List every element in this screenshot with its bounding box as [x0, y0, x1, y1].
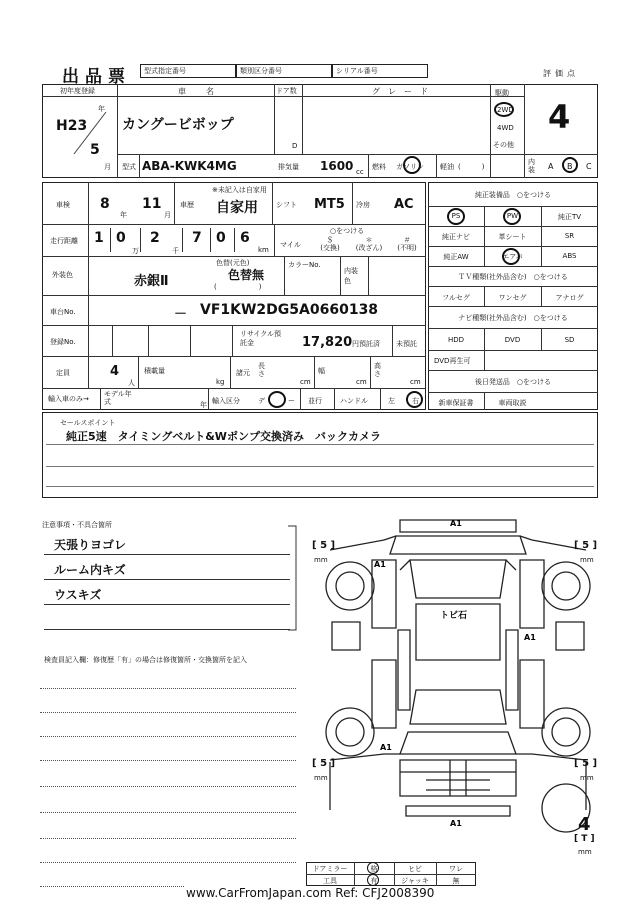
sales-point-text: 純正5速 タイミングベルト&Wポンプ交換済み バックカメラ — [66, 430, 381, 443]
serial-number-label: シリアル番号 — [336, 67, 378, 75]
crack-label: ヒビ — [408, 865, 422, 873]
rating-value: 4 — [548, 98, 571, 136]
import-dealer-circle — [268, 391, 286, 408]
displacement-label: 排気量 — [278, 163, 299, 171]
note-item-2: ルーム内キズ — [54, 563, 126, 577]
mileage-sen: 千 — [172, 247, 179, 255]
drive-selected-circle — [494, 102, 514, 117]
import-dealer: デ — [258, 397, 265, 405]
shift-value: MT5 — [314, 197, 345, 212]
handle-label: ハンドル — [340, 397, 368, 405]
kg-unit: kg — [216, 378, 225, 386]
mileage-man: 万 — [132, 247, 139, 255]
tread-front-left-mm: mm — [314, 556, 328, 564]
mileage-opt-tampered: ＊ (改ざん) — [355, 236, 383, 252]
repaint-paren: ( ) — [214, 283, 262, 291]
capacity-unit: 人 — [128, 379, 135, 387]
tread-rear-left-mm: mm — [314, 774, 328, 782]
tread-front-right-value: 5 — [582, 540, 590, 551]
after-warranty: 新車保証書 — [438, 399, 474, 407]
history-label: 車歴 — [180, 201, 194, 209]
tools-circle — [367, 874, 379, 886]
break-label: ワレ — [449, 865, 463, 873]
displacement-value: 1600 — [320, 159, 354, 173]
interior-b: B — [567, 162, 573, 171]
mileage-label: 走行距離 — [50, 237, 78, 245]
first-registration-month: 5 — [90, 142, 100, 158]
history-note: ※未記入は自家用 — [212, 186, 267, 194]
import-dealer-dash: ー — [288, 397, 295, 405]
chassis-dash: － — [174, 307, 188, 322]
length-label: 長さ — [258, 362, 265, 378]
tread-rear-right-mm: mm — [580, 774, 594, 782]
exterior-color: 赤銀Ⅱ — [134, 274, 169, 289]
grade-label: グ レ ー ド — [372, 87, 428, 96]
door-unit: D — [292, 142, 298, 150]
jack-label: ジャッキ — [401, 877, 429, 885]
damage-label-roof: トビ石 — [440, 611, 468, 621]
repaint-label: 色替(元色) — [216, 259, 250, 267]
interior-label: 内装 — [528, 158, 535, 174]
equipment-title: 純正装備品 ○をつける — [474, 191, 552, 199]
fuel-gasoline: ガソリン — [396, 163, 424, 171]
tread-rear-left: [ 5 ] — [312, 758, 336, 769]
tv-oneseg: ワンセグ — [498, 294, 527, 302]
interior-c: C — [586, 162, 592, 171]
height-cm: cm — [410, 378, 421, 386]
tread-spare-value: 4 — [578, 814, 591, 835]
first-registration-year: H23 — [56, 118, 88, 134]
model-designation-box — [140, 64, 236, 78]
car-damage-diagram — [300, 510, 600, 850]
note-item-1: 天張りヨゴレ — [54, 538, 127, 552]
tv-analog: アナログ — [555, 294, 584, 302]
navi-sd: SD — [564, 336, 575, 344]
drive-4wd: 4WD — [497, 124, 514, 132]
recycle-paid-label: 円預託済 — [352, 340, 380, 348]
tread-front-right-mm: mm — [580, 556, 594, 564]
mileage-opt-unknown: ＃ (不明) — [397, 236, 417, 252]
navi-type-title: ナビ種類(社外品含む) ○をつける — [458, 314, 568, 322]
model-year-label: モデル年式 — [104, 390, 132, 406]
mileage-digit-1: 1 — [94, 230, 104, 246]
import-only-label: 輸入車のみ→ — [48, 395, 89, 403]
equip-navi: 純正ナビ — [442, 233, 470, 241]
handle-left: 左 — [388, 397, 395, 405]
mileage-opt-exchange: ＄ (交換) — [320, 236, 340, 252]
car-name: カングービボップ — [122, 117, 234, 133]
inspector-label: 検査員記入欄：修復歴「有」の場合は修復箇所・交換箇所を記入 — [44, 656, 247, 664]
equip-pw: PW — [506, 212, 519, 220]
tread-front-left-value: 5 — [320, 540, 328, 551]
equip-tv: 純正TV — [557, 213, 582, 221]
capacity-value: 4 — [110, 364, 120, 379]
mileage-digit-5: 0 — [216, 230, 226, 246]
damage-label-left-rear: A1 — [380, 743, 392, 752]
category-number-box — [236, 64, 332, 78]
tv-fullseg: フルセグ — [442, 294, 470, 302]
notes-bracket — [286, 524, 298, 632]
tools-label: 工具 — [323, 877, 337, 885]
shaken-year-unit: 年 — [120, 211, 127, 219]
equip-sr: SR — [564, 232, 575, 240]
damage-label-right: A1 — [524, 633, 536, 642]
tread-spare-label: T — [581, 834, 588, 844]
tread-front-left: [ 5 ] — [312, 540, 336, 551]
after-manual: 車両取説 — [498, 399, 527, 407]
fuel-label: 燃料 — [372, 163, 386, 171]
jack-value: 無 — [452, 877, 460, 885]
mileage-circle-note: ○をつける — [330, 227, 365, 235]
mileage-digit-2: 0 — [116, 230, 126, 246]
height-label: 高さ — [374, 362, 381, 378]
equip-pw-circle — [503, 208, 521, 225]
sales-point-label: セールスポイント — [60, 419, 116, 427]
light-oil-paren: ( ) — [458, 163, 485, 171]
drive-label: 駆動 — [495, 89, 509, 97]
damage-label-front: A1 — [450, 519, 462, 528]
damage-label-rear: A1 — [450, 819, 462, 828]
import-class-label: 輸入区分 — [212, 397, 240, 405]
exterior-color-label: 外装色 — [52, 271, 73, 279]
recycle-value: 17,820 — [302, 335, 353, 350]
door-count-label: ドア数 — [276, 87, 297, 95]
shaken-month-unit: 月 — [164, 211, 171, 219]
car-name-label: 車 名 — [178, 87, 220, 96]
equip-abs: ABS — [562, 252, 577, 260]
history-value: 自家用 — [216, 200, 258, 216]
tread-rear-right: [ 5 ] — [574, 758, 598, 769]
serial-number-box — [332, 64, 428, 78]
navi-dvd: DVD — [504, 336, 521, 344]
equip-leather: 革シート — [498, 233, 527, 241]
equip-ps-circle — [447, 208, 465, 225]
interior-color-label: 内装色 — [344, 267, 358, 285]
dvd-playback: DVD再生可 — [434, 357, 471, 365]
dimensions-label: 諸元 — [236, 369, 250, 377]
after-delivery-title: 後日発送品 ○をつける — [474, 378, 552, 386]
fuel-selected-circle — [403, 156, 421, 174]
navi-hdd: HDD — [447, 336, 465, 344]
form-title: 出品票 — [62, 67, 131, 87]
mileage-digit-4: 7 — [192, 230, 202, 246]
year-unit: 年 — [98, 105, 105, 113]
month-unit: 月 — [104, 163, 111, 171]
drive-2wd: 2WD — [497, 106, 514, 114]
rating-label: 評価点 — [543, 69, 579, 78]
drive-other: その他 — [493, 141, 514, 149]
mile-label: マイル — [280, 241, 301, 249]
aircon-label: 冷房 — [356, 201, 370, 209]
model-code-label: 型式 — [122, 163, 136, 171]
tv-type-title: ＴＶ種類(社外品含む) ○をつける — [458, 273, 568, 281]
recycle-unpaid-label: 未預託 — [396, 340, 417, 348]
tread-spare-mm: mm — [578, 848, 592, 856]
model-year-unit: 年 — [200, 401, 207, 409]
handle-right-circle — [406, 391, 423, 408]
shaken-year: 8 — [100, 196, 110, 212]
mileage-km: km — [258, 246, 269, 254]
damage-label-left-front: A1 — [374, 560, 386, 569]
tread-rear-right-value: 5 — [582, 758, 590, 769]
tread-front-right: [ 5 ] — [574, 540, 598, 551]
mileage-digit-3: 2 — [150, 230, 160, 246]
tread-rear-left-value: 5 — [320, 758, 328, 769]
equip-airbag: エアバ — [502, 253, 523, 261]
equip-ps: PS — [451, 212, 461, 220]
footer-watermark: www.CarFromJapan.com Ref: CFJ2008390 — [186, 886, 435, 900]
registration-label: 登録No. — [50, 338, 76, 346]
repaint-value: 色替無 — [228, 268, 265, 282]
equip-aw: 純正AW — [443, 253, 469, 261]
width-cm: cm — [356, 378, 367, 386]
door-mirror-label: ドアミラー — [312, 865, 348, 873]
model-code: ABA-KWK4MG — [142, 159, 237, 173]
light-oil-label: 軽油 — [440, 163, 454, 171]
notes-label: 注意事項・不具合箇所 — [42, 521, 112, 529]
color-number-label: カラーNo. — [288, 261, 321, 269]
import-parallel: 並行 — [308, 397, 322, 405]
cc-unit: cc — [356, 168, 364, 176]
recycle-label: リサイクル預託金 — [240, 330, 282, 347]
note-item-3: ウスキズ — [54, 588, 102, 602]
equip-airbag-circle — [502, 248, 520, 265]
aircon-value: AC — [394, 197, 414, 212]
door-mirror-value: 格 — [370, 865, 378, 873]
shaken-month: 11 — [142, 196, 162, 212]
tread-spare: [ T ] — [574, 834, 595, 844]
model-designation-label: 型式指定番号 — [144, 67, 186, 75]
interior-selected-circle — [562, 157, 578, 173]
width-label: 幅 — [318, 367, 325, 375]
length-cm: cm — [300, 378, 311, 386]
shaken-label: 車検 — [56, 201, 70, 209]
shift-label: シフト — [276, 201, 297, 209]
door-mirror-circle — [367, 862, 379, 874]
chassis-number: VF1KW2DG5A0660138 — [200, 302, 379, 318]
capacity-label: 定員 — [56, 369, 70, 377]
first-registration-label: 初年度登録 — [60, 87, 95, 95]
handle-right: 右 — [412, 397, 419, 405]
category-number-label: 類別区分番号 — [240, 67, 282, 75]
tools-value: 有 — [370, 877, 378, 885]
mileage-digit-6: 6 — [240, 230, 250, 246]
interior-a: A — [548, 162, 554, 171]
load-capacity-label: 積載量 — [144, 367, 165, 375]
chassis-label: 車台No. — [50, 308, 76, 316]
